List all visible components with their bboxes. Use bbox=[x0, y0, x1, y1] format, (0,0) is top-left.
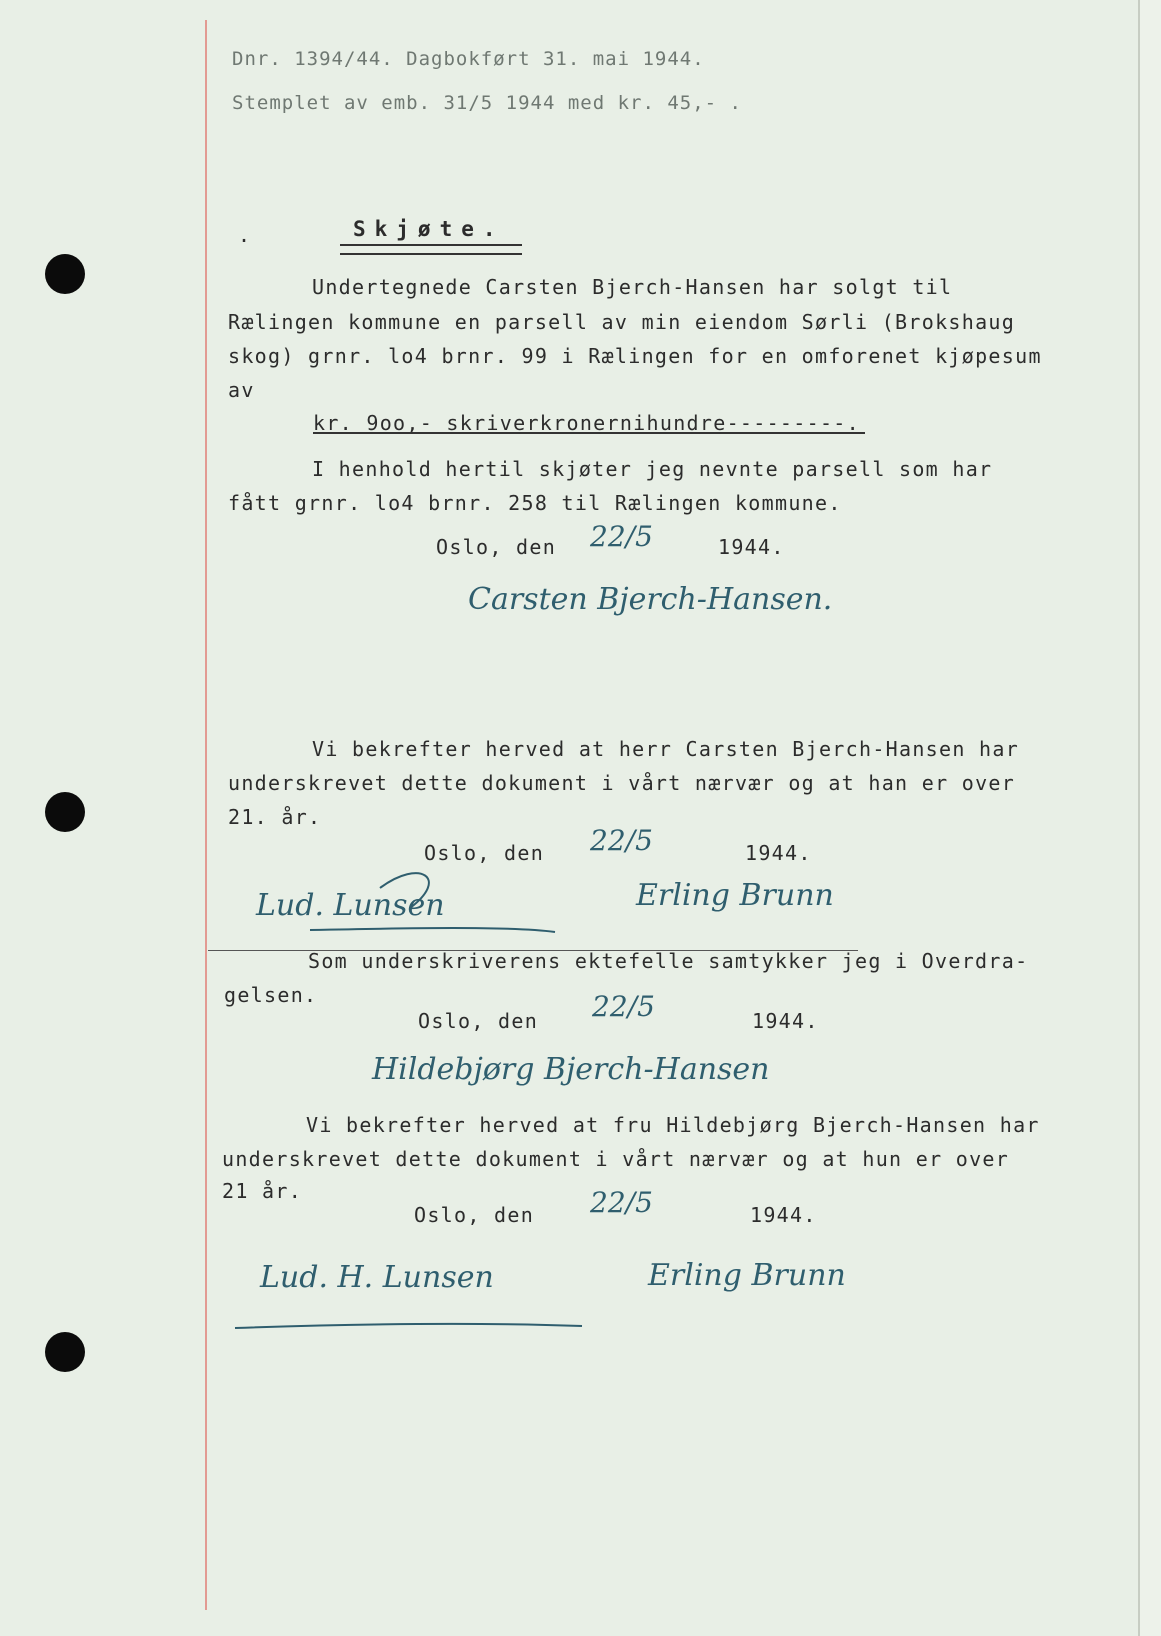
title-underline bbox=[340, 244, 522, 255]
witness-line: underskrevet dette dokument i vårt nærvær og at han er over bbox=[228, 771, 1016, 795]
consent-line: gelsen. bbox=[224, 983, 318, 1007]
witness-line: Vi bekrefter herved at fru Hildebjørg Bjerch-Hansen har bbox=[306, 1113, 1040, 1137]
title-dot: . bbox=[238, 223, 252, 247]
date-year: 1944. bbox=[750, 1203, 817, 1227]
spouse-signature: Hildebjørg Bjerch-Hansen bbox=[372, 1052, 770, 1087]
place-date: Oslo, den bbox=[436, 535, 557, 559]
deed-line: av bbox=[228, 378, 255, 402]
date-year: 1944. bbox=[718, 535, 785, 559]
deed-line: skog) grnr. lo4 brnr. 99 i Rælingen for en omforenet kjøpesum bbox=[228, 344, 1042, 368]
witness-line: 21 år. bbox=[222, 1179, 303, 1203]
deed-amount: kr. 9oo,- skriverkronernihundre---------. bbox=[313, 411, 860, 435]
witness-signature-left: Lud. Lunsen bbox=[256, 888, 445, 923]
signature-flourish bbox=[230, 1310, 590, 1340]
handwritten-date: 22/5 bbox=[590, 824, 653, 857]
amount-underline bbox=[313, 432, 865, 434]
page-edge bbox=[1138, 0, 1161, 1636]
place-date: Oslo, den bbox=[418, 1009, 539, 1033]
handwritten-date: 22/5 bbox=[592, 990, 655, 1023]
header-stamp: Stemplet av emb. 31/5 1944 med kr. 45,- . bbox=[232, 92, 742, 114]
place-date: Oslo, den bbox=[424, 841, 545, 865]
deed-line: Undertegnede Carsten Bjerch-Hansen har solgt til bbox=[312, 275, 953, 299]
witness-signature-right: Erling Brunn bbox=[636, 878, 834, 913]
margin-line bbox=[205, 20, 207, 1610]
header-registration: Dnr. 1394/44. Dagbokført 31. mai 1944. bbox=[232, 48, 705, 70]
witness-line: underskrevet dette dokument i vårt nærvær og at hun er over bbox=[222, 1147, 1010, 1171]
consent-line: Som underskriverens ektefelle samtykker jeg i Overdra- bbox=[308, 949, 1029, 973]
punch-hole bbox=[45, 254, 85, 294]
punch-hole bbox=[45, 792, 85, 832]
deed-line: I henhold hertil skjøter jeg nevnte parsell som har bbox=[312, 457, 993, 481]
witness-signature-left: Lud. H. Lunsen bbox=[260, 1260, 494, 1295]
deed-line: Rælingen kommune en parsell av min eiendom Sørli (Brokshaug bbox=[228, 310, 1016, 334]
date-year: 1944. bbox=[745, 841, 812, 865]
punch-hole bbox=[45, 1332, 85, 1372]
place-date: Oslo, den bbox=[414, 1203, 535, 1227]
seller-signature: Carsten Bjerch-Hansen. bbox=[468, 582, 833, 617]
handwritten-date: 22/5 bbox=[590, 1186, 653, 1219]
date-year: 1944. bbox=[752, 1009, 819, 1033]
document-title: Skjøte. bbox=[353, 217, 505, 241]
witness-signature-right: Erling Brunn bbox=[648, 1258, 846, 1293]
deed-line: fått grnr. lo4 brnr. 258 til Rælingen kommune. bbox=[228, 491, 842, 515]
handwritten-date: 22/5 bbox=[590, 520, 653, 553]
witness-line: Vi bekrefter herved at herr Carsten Bjerch-Hansen har bbox=[312, 737, 1020, 761]
witness-line: 21. år. bbox=[228, 805, 322, 829]
signature-flourish bbox=[250, 868, 560, 938]
